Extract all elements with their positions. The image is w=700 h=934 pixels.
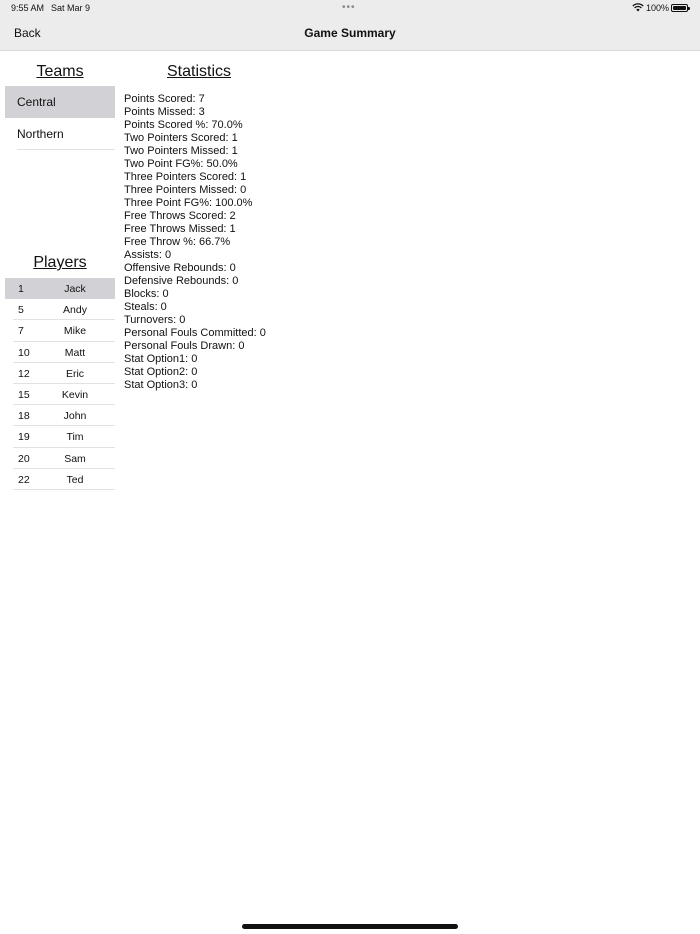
team-item-label: Northern: [17, 127, 64, 141]
player-number: 1: [18, 283, 24, 295]
stat-line: Two Pointers Missed: 1: [124, 145, 238, 157]
player-name: Jack: [64, 283, 86, 295]
statistics-list: [124, 93, 424, 392]
wifi-icon: [632, 2, 644, 12]
player-number: 5: [18, 304, 24, 317]
stat-line: Stat Option1: 0: [124, 353, 198, 365]
player-row[interactable]: [13, 384, 115, 405]
player-row[interactable]: [13, 342, 115, 363]
stat-line: Personal Fouls Drawn: 0: [124, 340, 245, 352]
back-button[interactable]: Back: [14, 26, 41, 40]
player-name: Sam: [64, 452, 86, 465]
player-name: Mike: [63, 325, 87, 338]
stat-line: Two Pointers Scored: 1: [124, 132, 238, 144]
player-row[interactable]: [13, 320, 115, 341]
player-name: Andy: [63, 304, 87, 317]
stat-line: Points Scored %: 70.0%: [124, 119, 243, 131]
page-title: Game Summary: [304, 26, 396, 40]
multitasking-dots-icon[interactable]: •••: [342, 2, 356, 13]
player-number: 7: [18, 325, 24, 338]
player-row[interactable]: [13, 426, 115, 447]
player-number: 10: [18, 346, 30, 359]
player-name: Matt: [64, 346, 86, 359]
stat-line: Three Pointers Scored: 1: [124, 171, 247, 183]
stat-line: Free Throws Scored: 2: [124, 210, 236, 222]
status-time: 9:55 AM: [11, 3, 45, 13]
home-indicator[interactable]: [242, 924, 458, 929]
player-name: Ted: [66, 473, 84, 486]
teams-heading: Teams: [36, 63, 84, 80]
stat-line: Defensive Rebounds: 0: [124, 275, 239, 287]
team-item-label: Central: [17, 95, 56, 109]
player-row[interactable]: [5, 278, 115, 299]
battery-percentage: 100%: [646, 3, 670, 13]
statistics-heading: Statistics: [166, 63, 231, 80]
stat-line: Free Throw %: 66.7%: [124, 236, 231, 248]
stat-line: Offensive Rebounds: 0: [124, 262, 236, 274]
navigation-bar: [0, 16, 700, 51]
team-item-central[interactable]: [5, 86, 115, 118]
battery-icon: [671, 4, 688, 12]
stat-line: Stat Option3: 0: [124, 379, 198, 391]
player-name: Tim: [66, 431, 84, 444]
player-number: 15: [18, 388, 30, 401]
stat-line: Turnovers: 0: [124, 314, 186, 326]
stat-line: Blocks: 0: [124, 288, 169, 300]
team-item-northern[interactable]: [17, 118, 115, 150]
stat-line: Personal Fouls Committed: 0: [124, 327, 266, 339]
stat-line: Three Pointers Missed: 0: [124, 184, 247, 196]
player-number: 18: [18, 410, 30, 423]
stat-line: Stat Option2: 0: [124, 366, 198, 378]
stat-line: Three Point FG%: 100.0%: [124, 197, 253, 209]
player-row[interactable]: [13, 405, 115, 426]
player-row[interactable]: [13, 469, 115, 490]
status-date: Sat Mar 9: [51, 3, 91, 13]
stat-line: Steals: 0: [124, 301, 167, 313]
player-number: 12: [18, 367, 30, 380]
player-row[interactable]: [13, 363, 115, 384]
player-name: Eric: [65, 367, 85, 380]
player-name: Kevin: [61, 388, 89, 401]
player-number: 22: [18, 473, 30, 486]
teams-list: [5, 86, 115, 150]
player-number: 20: [18, 452, 30, 465]
players-list: [5, 278, 115, 490]
status-bar: [0, 0, 700, 16]
stat-line: Points Scored: 7: [124, 93, 205, 105]
stat-line: Assists: 0: [124, 249, 172, 261]
player-row[interactable]: [13, 448, 115, 469]
players-heading: Players: [33, 254, 87, 271]
stat-line: Two Point FG%: 50.0%: [124, 158, 238, 170]
player-name: John: [63, 410, 87, 423]
stat-line: Points Missed: 3: [124, 106, 205, 118]
stat-line: Free Throws Missed: 1: [124, 223, 236, 235]
player-row[interactable]: [13, 299, 115, 320]
player-number: 19: [18, 431, 30, 444]
